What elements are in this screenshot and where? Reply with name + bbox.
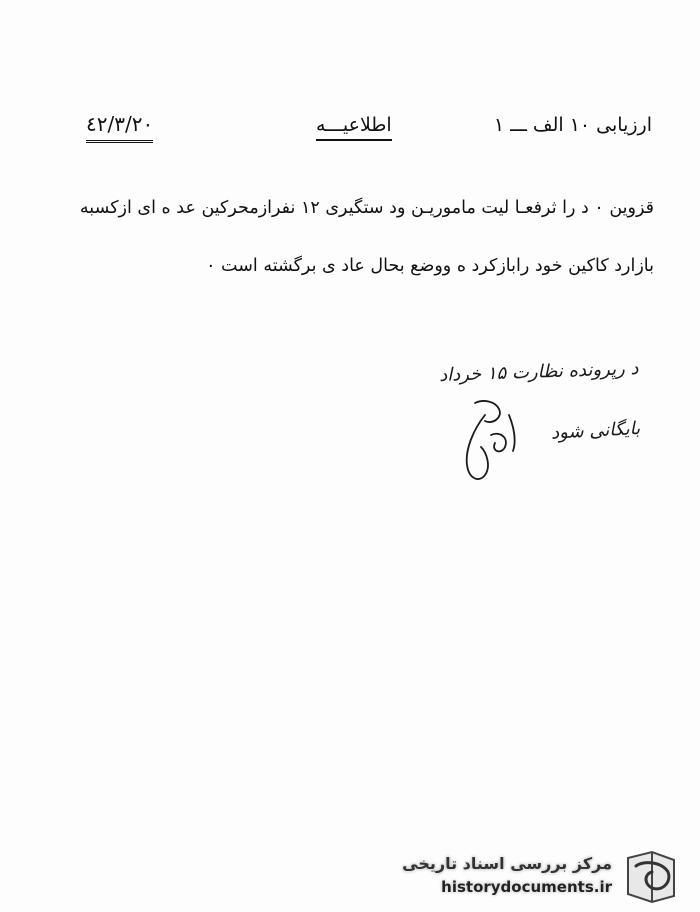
body-line-1: قزوین ۰ د را ثرفعـا لیت ماموریـن ود ستگیری ۱۲ نفرازمحرکین عد ه ای ازکسبه bbox=[79, 198, 654, 218]
document-date: ٤٢/٣/٢٠ bbox=[86, 112, 153, 143]
archive-logo-icon bbox=[622, 848, 680, 904]
watermark-website: historydocuments.ir bbox=[441, 878, 612, 896]
body-line-2: بازارد کاکین خود رابازکرد ه ووضع بحال عاد ی برگشته است ۰ bbox=[206, 256, 654, 276]
document-reference: ارزیابی ۱۰ الف ـــ ۱ bbox=[493, 114, 652, 136]
watermark bbox=[390, 848, 680, 904]
watermark-org-name: مرکز بررسی اسناد تاریخی bbox=[402, 854, 612, 873]
document-title: اطلاعیـــه bbox=[316, 114, 392, 141]
handwritten-note-2: بایگانی شود bbox=[550, 418, 641, 444]
handwritten-note-1: د رپرونده نظارت ۱۵ خرداد bbox=[438, 358, 639, 386]
signature-scribble bbox=[455, 395, 535, 490]
